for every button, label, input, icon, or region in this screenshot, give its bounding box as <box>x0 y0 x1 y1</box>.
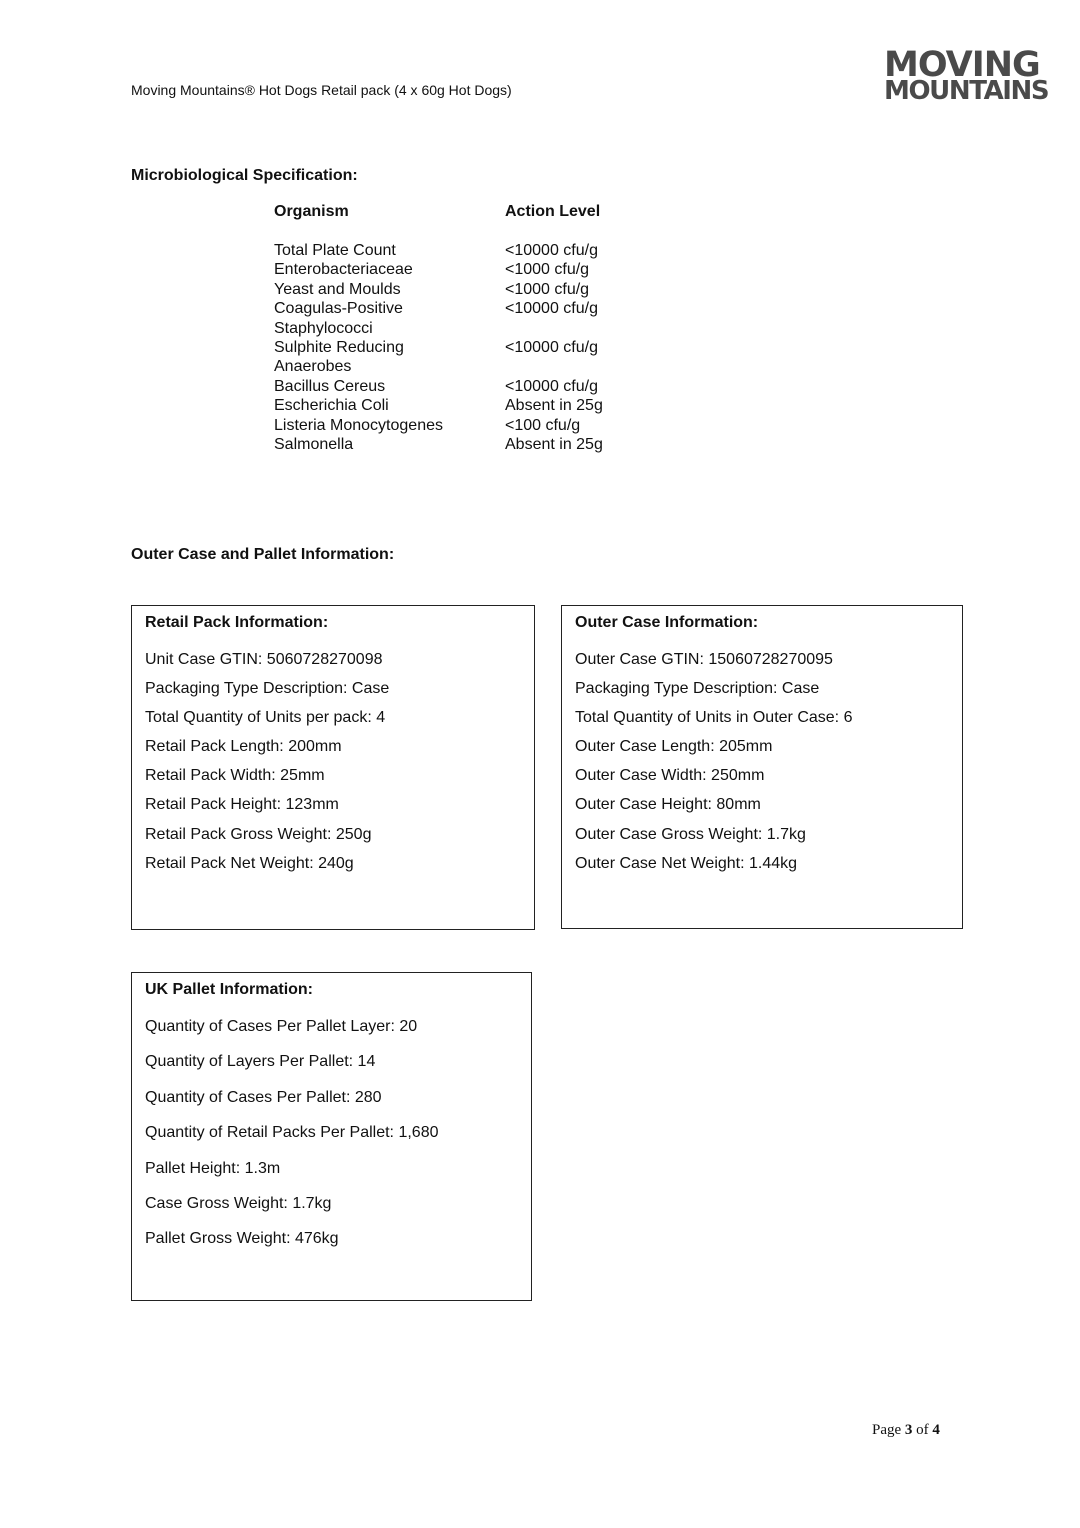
outer-case-title: Outer Case Information: <box>575 614 759 631</box>
retail-pack-item: Packaging Type Description: Case <box>145 680 390 698</box>
uk-pallet-item: Case Gross Weight: 1.7kg <box>145 1194 332 1212</box>
action-level: <10000 cfu/g <box>505 339 598 357</box>
outer-case-list <box>575 650 852 883</box>
outer-case-item: Outer Case Net Weight: 1.44kg <box>575 854 798 872</box>
micro-row <box>274 435 665 454</box>
outer-case-item: Outer Case Width: 250mm <box>575 767 765 785</box>
retail-pack-item: Retail Pack Length: 200mm <box>145 738 342 756</box>
micro-row <box>274 396 665 415</box>
uk-pallet-list <box>145 1017 438 1265</box>
retail-pack-item: Unit Case GTIN: 5060728270098 <box>145 651 383 668</box>
action-level: <1000 cfu/g <box>505 280 590 298</box>
action-level <box>505 319 665 338</box>
micro-row <box>274 416 665 435</box>
of-word: of <box>916 1422 929 1438</box>
retail-pack-item: Retail Pack Net Weight: 240g <box>145 854 354 872</box>
retail-pack-list <box>145 650 389 883</box>
organism-name: Yeast and Moulds <box>274 280 401 298</box>
micro-row <box>274 241 665 260</box>
logo-text-line1: MOVING <box>884 45 1040 85</box>
action-level: <1000 cfu/g <box>505 261 590 279</box>
organism-name: Enterobacteriaceae <box>274 261 413 279</box>
total-pages: 4 <box>932 1422 940 1438</box>
retail-pack-item: Total Quantity of Units per pack: 4 <box>145 709 386 727</box>
retail-pack-item: Retail Pack Width: 25mm <box>145 767 325 785</box>
uk-pallet-info-box <box>131 972 532 1301</box>
outer-case-item: Outer Case Height: 80mm <box>575 796 761 814</box>
microbiological-heading: Microbiological Specification: <box>131 167 358 184</box>
action-level: <100 cfu/g <box>505 416 581 434</box>
uk-pallet-title: UK Pallet Information: <box>145 981 314 998</box>
organism-name: Listeria Monocytogenes <box>274 416 443 434</box>
organism-name: Salmonella <box>274 436 354 454</box>
micro-row <box>274 299 665 318</box>
retail-pack-item: Retail Pack Gross Weight: 250g <box>145 825 372 843</box>
action-level: <10000 cfu/g <box>505 242 598 259</box>
outer-case-item: Packaging Type Description: Case <box>575 680 820 698</box>
outer-case-item: Outer Case GTIN: 15060728270095 <box>575 651 833 668</box>
moving-mountains-logo <box>884 45 1049 106</box>
micro-row <box>274 357 665 376</box>
micro-row <box>274 280 665 299</box>
retail-pack-item: Retail Pack Height: 123mm <box>145 796 339 814</box>
page-number <box>872 1422 940 1439</box>
micro-row <box>274 260 665 279</box>
organism-name: Anaerobes <box>274 358 352 376</box>
organism-name: Coagulas-Positive <box>274 300 403 318</box>
micro-row <box>274 319 665 338</box>
action-level-column-header: Action Level <box>505 203 601 220</box>
uk-pallet-item: Pallet Gross Weight: 476kg <box>145 1230 339 1248</box>
micro-row <box>274 338 665 357</box>
document-title: Moving Mountains® Hot Dogs Retail pack (4 x 60g Hot Dogs) <box>131 82 512 98</box>
action-level: Absent in 25g <box>505 397 603 415</box>
organism-name: Bacillus Cereus <box>274 377 386 395</box>
action-level: Absent in 25g <box>505 436 603 454</box>
organism-name: Total Plate Count <box>274 242 396 259</box>
outer-case-item: Outer Case Gross Weight: 1.7kg <box>575 825 806 843</box>
action-level: <10000 cfu/g <box>505 377 598 395</box>
organism-name: Staphylococci <box>274 319 373 337</box>
page-word: Page <box>872 1422 902 1438</box>
uk-pallet-item: Quantity of Cases Per Pallet: 280 <box>145 1088 382 1106</box>
micro-row <box>274 377 665 396</box>
outer-case-item: Outer Case Length: 205mm <box>575 738 773 756</box>
action-level <box>505 357 665 376</box>
outer-case-item: Total Quantity of Units in Outer Case: 6 <box>575 709 853 727</box>
organism-name: Sulphite Reducing <box>274 339 404 357</box>
microbiological-table <box>274 241 665 454</box>
uk-pallet-item: Quantity of Cases Per Pallet Layer: 20 <box>145 1018 418 1035</box>
action-level: <10000 cfu/g <box>505 300 598 318</box>
current-page: 3 <box>904 1422 913 1438</box>
uk-pallet-item: Quantity of Retail Packs Per Pallet: 1,680 <box>145 1124 439 1142</box>
organism-column-header: Organism <box>274 203 349 220</box>
uk-pallet-item: Quantity of Layers Per Pallet: 14 <box>145 1053 376 1071</box>
outer-case-info-box <box>561 605 963 929</box>
organism-name: Escherichia Coli <box>274 397 389 415</box>
retail-pack-title: Retail Pack Information: <box>145 614 329 631</box>
retail-pack-info-box <box>131 605 535 930</box>
logo-text-line2: MOUNTAINS <box>884 76 1049 106</box>
outer-case-pallet-heading: Outer Case and Pallet Information: <box>131 546 395 563</box>
uk-pallet-item: Pallet Height: 1.3m <box>145 1159 281 1177</box>
